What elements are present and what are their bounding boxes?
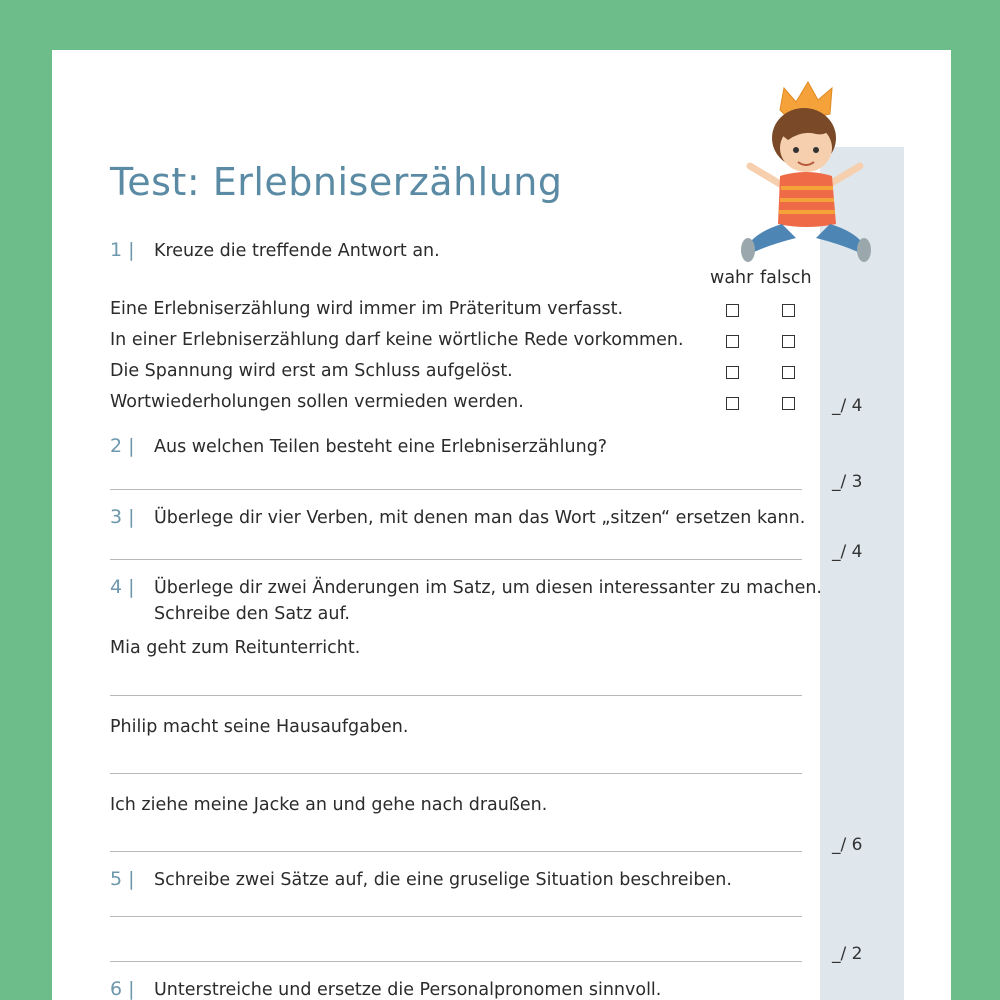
answer-line[interactable]: [110, 851, 802, 852]
statement-2: In einer Erlebniserzählung darf keine wörtliche Rede vorkommen.: [110, 330, 684, 350]
task-4-text: Überlege dir zwei Änderungen im Satz, um diesen interessanter zu machen.: [154, 578, 822, 598]
checkbox-false-3[interactable]: [782, 366, 795, 379]
score-column: [820, 147, 904, 1000]
task-6-number: 6 |: [110, 978, 135, 1000]
boy-with-paper-crown-icon: [732, 80, 872, 270]
answer-line[interactable]: [110, 489, 802, 490]
task-4-number: 4 |: [110, 576, 135, 598]
task-1-number: 1 |: [110, 239, 135, 261]
statement-1: Eine Erlebniserzählung wird immer im Präteritum verfasst.: [110, 299, 624, 319]
task-6-text: Unterstreiche und ersetze die Personalpronomen sinnvoll.: [154, 980, 662, 1000]
points-task-3: _/ 4: [832, 542, 863, 562]
sentence-1: Mia geht zum Reitunterricht.: [110, 638, 361, 658]
points-task-4: _/ 6: [832, 835, 863, 855]
checkbox-true-3[interactable]: [726, 366, 739, 379]
task-5-text: Schreibe zwei Sätze auf, die eine gruselige Situation beschreiben.: [154, 870, 732, 890]
answer-line[interactable]: [110, 773, 802, 774]
task-3-text: Überlege dir vier Verben, mit denen man das Wort „sitzen“ ersetzen kann.: [154, 508, 806, 528]
answer-line[interactable]: [110, 961, 802, 962]
checkbox-false-2[interactable]: [782, 335, 795, 348]
answer-line[interactable]: [110, 559, 802, 560]
task-2-text: Aus welchen Teilen besteht eine Erlebniserzählung?: [154, 437, 608, 457]
sentence-3: Ich ziehe meine Jacke an und gehe nach draußen.: [110, 795, 548, 815]
points-task-5: _/ 2: [832, 944, 863, 964]
header-false: falsch: [760, 268, 812, 288]
task-1-text: Kreuze die treffende Antwort an.: [154, 241, 440, 261]
worksheet-page: [52, 50, 951, 1000]
statement-4: Wortwiederholungen sollen vermieden werden.: [110, 392, 524, 412]
checkbox-false-4[interactable]: [782, 397, 795, 410]
checkbox-true-1[interactable]: [726, 304, 739, 317]
statement-3: Die Spannung wird erst am Schluss aufgelöst.: [110, 361, 513, 381]
checkbox-true-4[interactable]: [726, 397, 739, 410]
sentence-2: Philip macht seine Hausaufgaben.: [110, 717, 409, 737]
checkbox-true-2[interactable]: [726, 335, 739, 348]
task-2-number: 2 |: [110, 435, 135, 457]
points-task-2: _/ 3: [832, 472, 863, 492]
task-3-number: 3 |: [110, 506, 135, 528]
checkbox-false-1[interactable]: [782, 304, 795, 317]
answer-line[interactable]: [110, 695, 802, 696]
task-5-number: 5 |: [110, 868, 135, 890]
task-4-text-2: Schreibe den Satz auf.: [154, 604, 350, 624]
answer-line[interactable]: [110, 916, 802, 917]
points-task-1: _/ 4: [832, 396, 863, 416]
header-true: wahr: [710, 268, 754, 288]
page-title: Test: Erlebniserzählung: [110, 160, 563, 204]
